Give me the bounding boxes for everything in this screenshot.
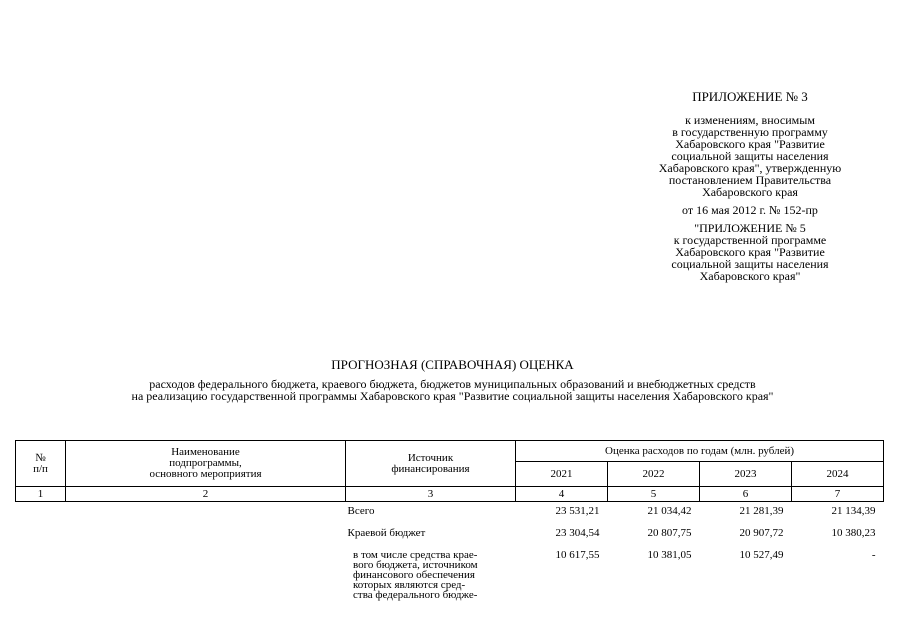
appendix-quote-line: Хабаровского края" [699,269,801,283]
table-row [16,524,884,546]
table-row [16,546,884,600]
appendix-date: от 16 мая 2012 г. № 152-пр [682,203,818,217]
appendix-line: постановлением Правительства [668,173,832,187]
cell-source: Всего [347,505,375,517]
column-number: 4 [516,487,608,502]
cell-source: Краевой бюджет [347,527,426,539]
appendix-line: социальной защиты населения [671,149,829,163]
appendix-line: Хабаровского края [702,185,798,199]
cell-value: - [871,549,876,561]
column-number: 7 [792,487,884,502]
header-year: 2021 [516,462,608,487]
header-source: Источник финансирования [346,441,516,487]
cell-value: 10 380,23 [831,527,876,539]
cell-value: 21 134,39 [831,505,876,517]
cell-value: 10 617,55 [555,549,600,561]
column-number: 6 [700,487,792,502]
subtitle-line: на реализацию государственной программы Хабаровского края "Развитие социальной защиты населения Хабаровского края" [131,389,774,403]
subtitle-line: расходов федерального бюджета, краевого бюджета, бюджетов муниципальных образований и внебюджетных средств [149,377,756,391]
cell-value: 10 527,49 [739,549,784,561]
appendix-line: к изменениям, вносимым [685,113,815,127]
appendix-quote-line: социальной защиты населения [671,257,829,271]
header-num: № п/п [16,441,66,487]
cell-value: 10 381,05 [647,549,692,561]
appendix-line: Хабаровского края "Развитие [675,137,825,151]
column-number: 2 [66,487,346,502]
document-title: ПРОГНОЗНАЯ (СПРАВОЧНАЯ) ОЦЕНКА [331,357,574,372]
appendix-quote-line: к государственной программе [673,233,827,247]
column-number: 1 [16,487,66,502]
cell-value: 20 807,75 [647,527,692,539]
cell-value: 20 907,72 [739,527,784,539]
header-year: 2022 [608,462,700,487]
column-number: 3 [346,487,516,502]
header-row [16,441,884,462]
expense-estimate-table [15,440,884,600]
cell-num [16,546,66,600]
cell-num [16,502,66,525]
header-year: 2024 [792,462,884,487]
cell-value: 21 281,39 [739,505,784,517]
cell-source: в том числе средства крае- вого бюджета, источником финансового обеспечения которых являются сред- ства федерального бюдже- [353,549,478,601]
document-subtitle [0,378,905,402]
appendix-line: Хабаровского края", утвержденную [658,161,842,175]
header-name: Наименование подпрограммы, основного мероприятия [66,441,346,487]
cell-value: 23 304,54 [555,527,600,539]
column-number: 5 [608,487,700,502]
cell-name [66,502,346,525]
header-year: 2023 [700,462,792,487]
cell-name [66,524,346,546]
table-row [16,502,884,525]
appendix-quote-line: Хабаровского края "Развитие [675,245,825,259]
cell-value: 23 531,21 [555,505,600,517]
header-estimate: Оценка расходов по годам (млн. рублей) [516,441,884,462]
appendix-line: в государственную программу [672,125,828,139]
cell-name [66,546,346,600]
appendix-heading: ПРИЛОЖЕНИЕ № 3 [692,89,808,104]
column-numbers-row [16,487,884,502]
appendix-quote-line: "ПРИЛОЖЕНИЕ № 5 [694,221,806,235]
cell-num [16,524,66,546]
appendix-block [600,90,900,282]
cell-value: 21 034,42 [647,505,692,517]
